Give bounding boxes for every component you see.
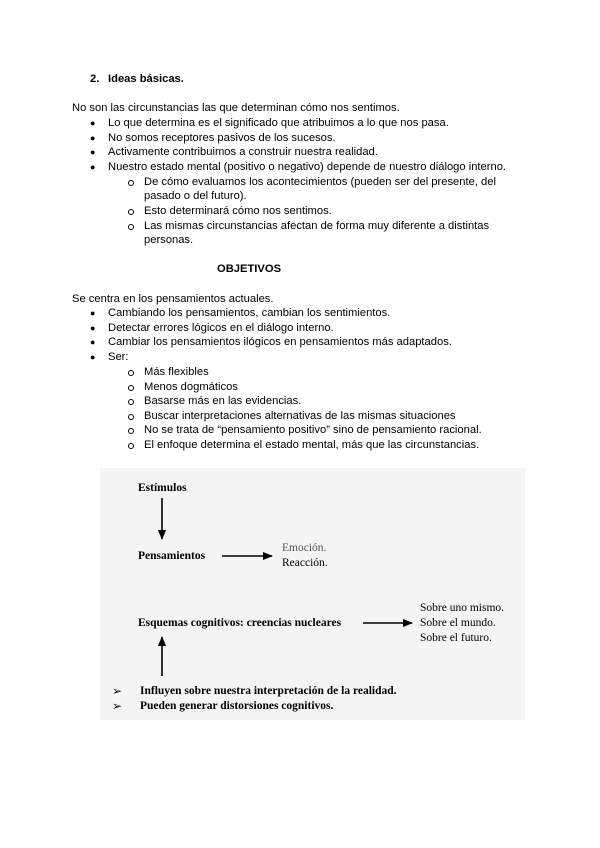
bullet-icon: ● [90,352,96,362]
note-2: Pueden generar distorsiones cognitivos. [140,700,334,712]
list-item: No somos receptores pasivos de los sucesos. [108,132,336,144]
sublist-item: Basarse más en las evidencias. [144,395,302,407]
sublist-item: Más flexibles [144,366,209,378]
intro-text: No son las circunstancias las que determinan cómo nos sentimos. [72,102,400,114]
list-item: Nuestro estado mental (positivo o negativo) depende de nuestro diálogo interno. [108,161,507,173]
list-item: Cambiar los pensamientos ilógicos en pensamientos más adaptados. [108,336,452,348]
section-title: Ideas básicas. [108,73,184,85]
bullet-icon: ● [90,308,96,318]
sublist-item: Esto determinará cómo nos sentimos. [144,205,332,217]
cognitive-diagram [100,468,525,720]
note-1: Influyen sobre nuestra interpretación de la realidad. [140,685,397,697]
circle-bullet-icon [128,428,134,434]
sublist-item: Buscar interpretaciones alternativas de las mismas situaciones [144,410,456,422]
about-world-label: Sobre el mundo. [420,617,496,629]
bullet-icon: ● [90,323,96,333]
list-item: Cambiando los pensamientos, cambian los sentimientos. [108,307,391,319]
reaction-label: Reacción. [282,557,328,569]
diagram-arrows [100,468,525,720]
bullet-icon: ● [90,147,96,157]
bullet-icon: ● [90,337,96,347]
sublist-item: Menos dogmáticos [144,381,238,393]
about-self-label: Sobre uno mismo. [420,602,505,614]
about-future-label: Sobre el futuro. [420,632,492,644]
stimulus-label: Estímulos [138,482,187,494]
arrowhead-bullet-icon: ➢ [112,684,123,698]
circle-bullet-icon [128,224,134,230]
bullet-icon: ● [90,118,96,128]
list-item: Lo que determina es el significado que atribuimos a lo que nos pasa. [108,117,449,129]
circle-bullet-icon [128,370,134,376]
arrowhead-bullet-icon: ➢ [112,699,123,713]
list-item: Activamente contribuimos a construir nuestra realidad. [108,146,378,158]
schemas-label: Esquemas cognitivos: creencias nucleares [138,617,342,629]
circle-bullet-icon [128,385,134,391]
objectives-heading: OBJETIVOS [217,263,282,275]
thoughts-label: Pensamientos [138,550,206,562]
circle-bullet-icon [128,180,134,186]
bullet-icon: ● [90,162,96,172]
circle-bullet-icon [128,443,134,449]
circle-bullet-icon [128,399,134,405]
emotion-label: Emoción. [282,542,327,554]
sublist-item: No se trata de “pensamiento positivo” sino de pensamiento racional. [144,424,482,436]
sublist-item: Las mismas circunstancias afectan de forma muy diferente a distintas [144,220,490,232]
list-item: Ser: [108,351,129,363]
sublist-item: De cómo evaluamos los acontecimientos (pueden ser del presente, del [144,176,496,188]
circle-bullet-icon [128,414,134,420]
section-number: 2. [90,73,100,85]
bullet-icon: ● [90,133,96,143]
circle-bullet-icon [128,209,134,215]
sublist-item-continuation: personas. [144,234,194,246]
sublist-item: El enfoque determina el estado mental, más que las circunstancias. [144,439,480,451]
objectives-intro: Se centra en los pensamientos actuales. [72,293,274,305]
sublist-item-continuation: pasado o del futuro). [144,190,247,202]
list-item: Detectar errores lógicos en el diálogo interno. [108,322,334,334]
